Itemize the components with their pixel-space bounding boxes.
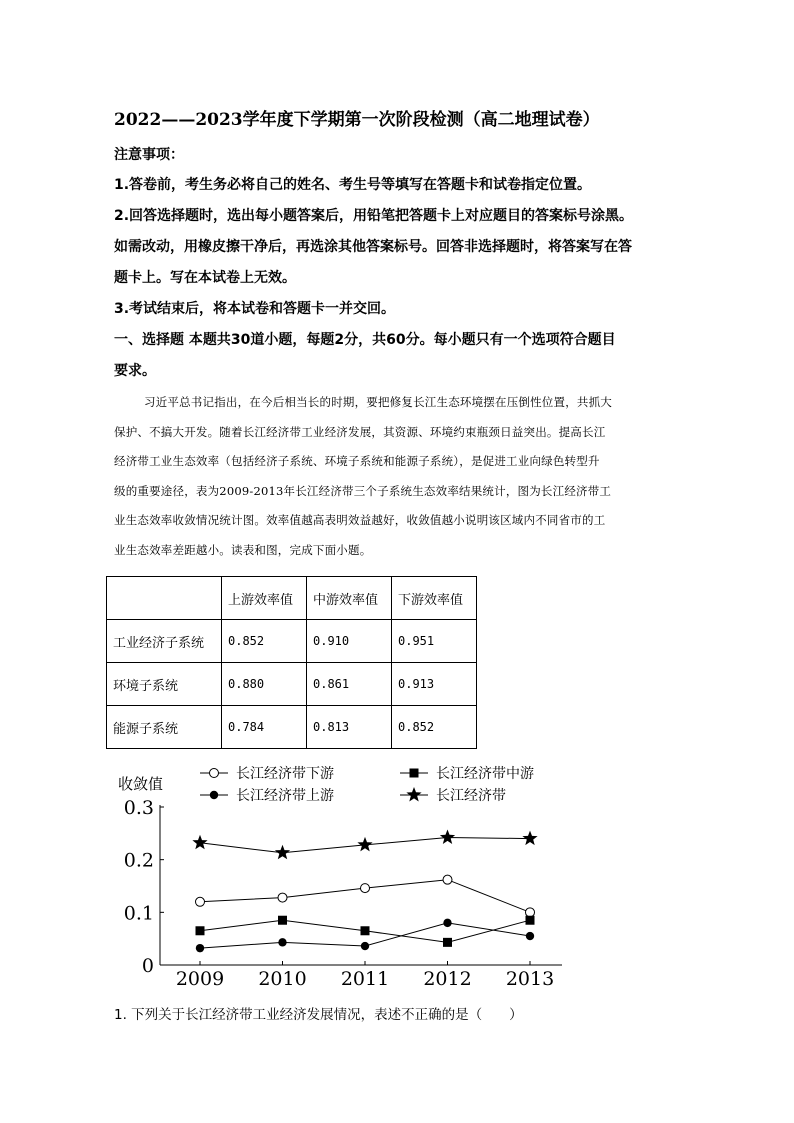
table-header-cell: 下游效率值 (392, 577, 477, 620)
legend-marker (406, 787, 421, 802)
efficiency-table (106, 576, 477, 749)
notes-item-3: 3.考试结束后，将本试卷和答题卡一并交回。 (114, 301, 396, 317)
table-header-cell (107, 577, 222, 620)
data-point (196, 897, 205, 906)
section-heading-line-2: 要求。 (114, 363, 156, 379)
passage-line-3: 经济带工业生态效率（包括经济子系统、环境子系统和能源子系统），是促进工业向绿色转型升 (114, 454, 600, 469)
notes-heading: 注意事项： (114, 147, 184, 163)
x-tick-label: 2013 (505, 968, 555, 990)
table-cell: 0.784 (222, 706, 307, 749)
data-point (361, 942, 369, 950)
table-cell: 环境子系统 (107, 663, 222, 706)
table-cell: 工业经济子系统 (107, 620, 222, 663)
y-tick-label: 0.2 (123, 849, 154, 872)
data-point (278, 938, 286, 946)
y-tick-label: 0.1 (123, 902, 154, 925)
reading-passage (114, 388, 704, 566)
legend-label: 长江经济带中游 (436, 766, 534, 782)
passage-line-1: 习近平总书记指出，在今后相当长的时期，要把修复长江生态环境摆在压倒性位置，共抓大 (144, 395, 612, 409)
data-point (196, 944, 204, 952)
notes-item-2-line-3: 题卡上。写在本试卷上无效。 (114, 270, 296, 286)
table-cell: 0.852 (392, 706, 477, 749)
x-tick-label: 2009 (175, 968, 225, 990)
data-point (526, 908, 535, 917)
legend-marker (410, 769, 419, 778)
data-point (278, 916, 287, 925)
legend-label: 长江经济带 (436, 788, 506, 804)
table-row (107, 620, 477, 663)
notes-item-1: 1.答卷前，考生务必将自己的姓名、考生号等填写在答题卡和试卷指定位置。 (114, 177, 592, 193)
table-cell: 0.861 (307, 663, 392, 706)
data-point (443, 938, 452, 947)
data-point (196, 926, 205, 935)
table-cell: 能源子系统 (107, 706, 222, 749)
y-tick-label: 0.3 (123, 797, 154, 819)
table-cell: 0.913 (392, 663, 477, 706)
legend-marker (210, 769, 219, 778)
notes-item-2-line-2: 如需改动，用橡皮擦干净后，再选涂其他答案标号。回答非选择题时，将答案写在答 (114, 239, 632, 255)
data-point (526, 932, 534, 940)
table-cell: 0.813 (307, 706, 392, 749)
table-row (107, 663, 477, 706)
data-point (443, 919, 451, 927)
table-cell: 0.852 (222, 620, 307, 663)
table-cell: 0.951 (392, 620, 477, 663)
data-point (278, 893, 287, 902)
x-tick-label: 2012 (423, 968, 472, 990)
section-heading-line-1: 一、选择题 本题共30道小题，每题2分，共60分。每小题只有一个选项符合题目 (114, 332, 616, 348)
data-point (526, 916, 535, 925)
passage-line-5: 业生态效率收敛情况统计图。效率值越高表明效益越好，收敛值越小说明该区域内不同省市的工 (114, 513, 606, 528)
table-cell: 0.880 (222, 663, 307, 706)
data-point (361, 884, 370, 893)
convergence-chart (100, 755, 570, 995)
table-cell: 0.910 (307, 620, 392, 663)
legend-marker (210, 791, 218, 799)
data-point (357, 837, 372, 852)
legend-label: 长江经济带下游 (236, 766, 334, 782)
data-point (192, 835, 207, 850)
x-tick-label: 2010 (258, 968, 307, 990)
data-point (522, 831, 537, 846)
legend-label: 长江经济带上游 (236, 788, 334, 804)
x-tick-label: 2011 (340, 968, 390, 990)
passage-line-4: 级的重要途径，表为2009-2013年长江经济带三个子系统生态效率结果统计，图为长江经济带工 (114, 483, 612, 498)
data-point (440, 830, 455, 845)
table-header-cell: 中游效率值 (307, 577, 392, 620)
data-point (361, 926, 370, 935)
passage-line-2: 保护、不搞大开发。随着长江经济带工业经济发展，其资源、环境约束瓶颈日益突出。提高长江 (114, 424, 606, 439)
data-point (443, 875, 452, 884)
y-tick-label: 0 (141, 955, 154, 977)
table-header-cell: 上游效率值 (222, 577, 307, 620)
table-row (107, 706, 477, 749)
y-axis-label: 收敛值 (118, 775, 164, 793)
page-title: 2022——2023学年度下学期第一次阶段检测（高二地理试卷） (114, 110, 600, 130)
data-point (275, 845, 290, 860)
notes-item-2-line-1: 2.回答选择题时，选出每小题答案后，用铅笔把答题卡上对应题目的答案标号涂黑。 (114, 208, 634, 224)
table-header-row (107, 577, 477, 620)
question-1: 1. 下列关于长江经济带工业经济发展情况，表述不正确的是（ ） (114, 1007, 523, 1023)
passage-line-6: 业生态效率差距越小。读表和图，完成下面小题。 (114, 542, 372, 557)
